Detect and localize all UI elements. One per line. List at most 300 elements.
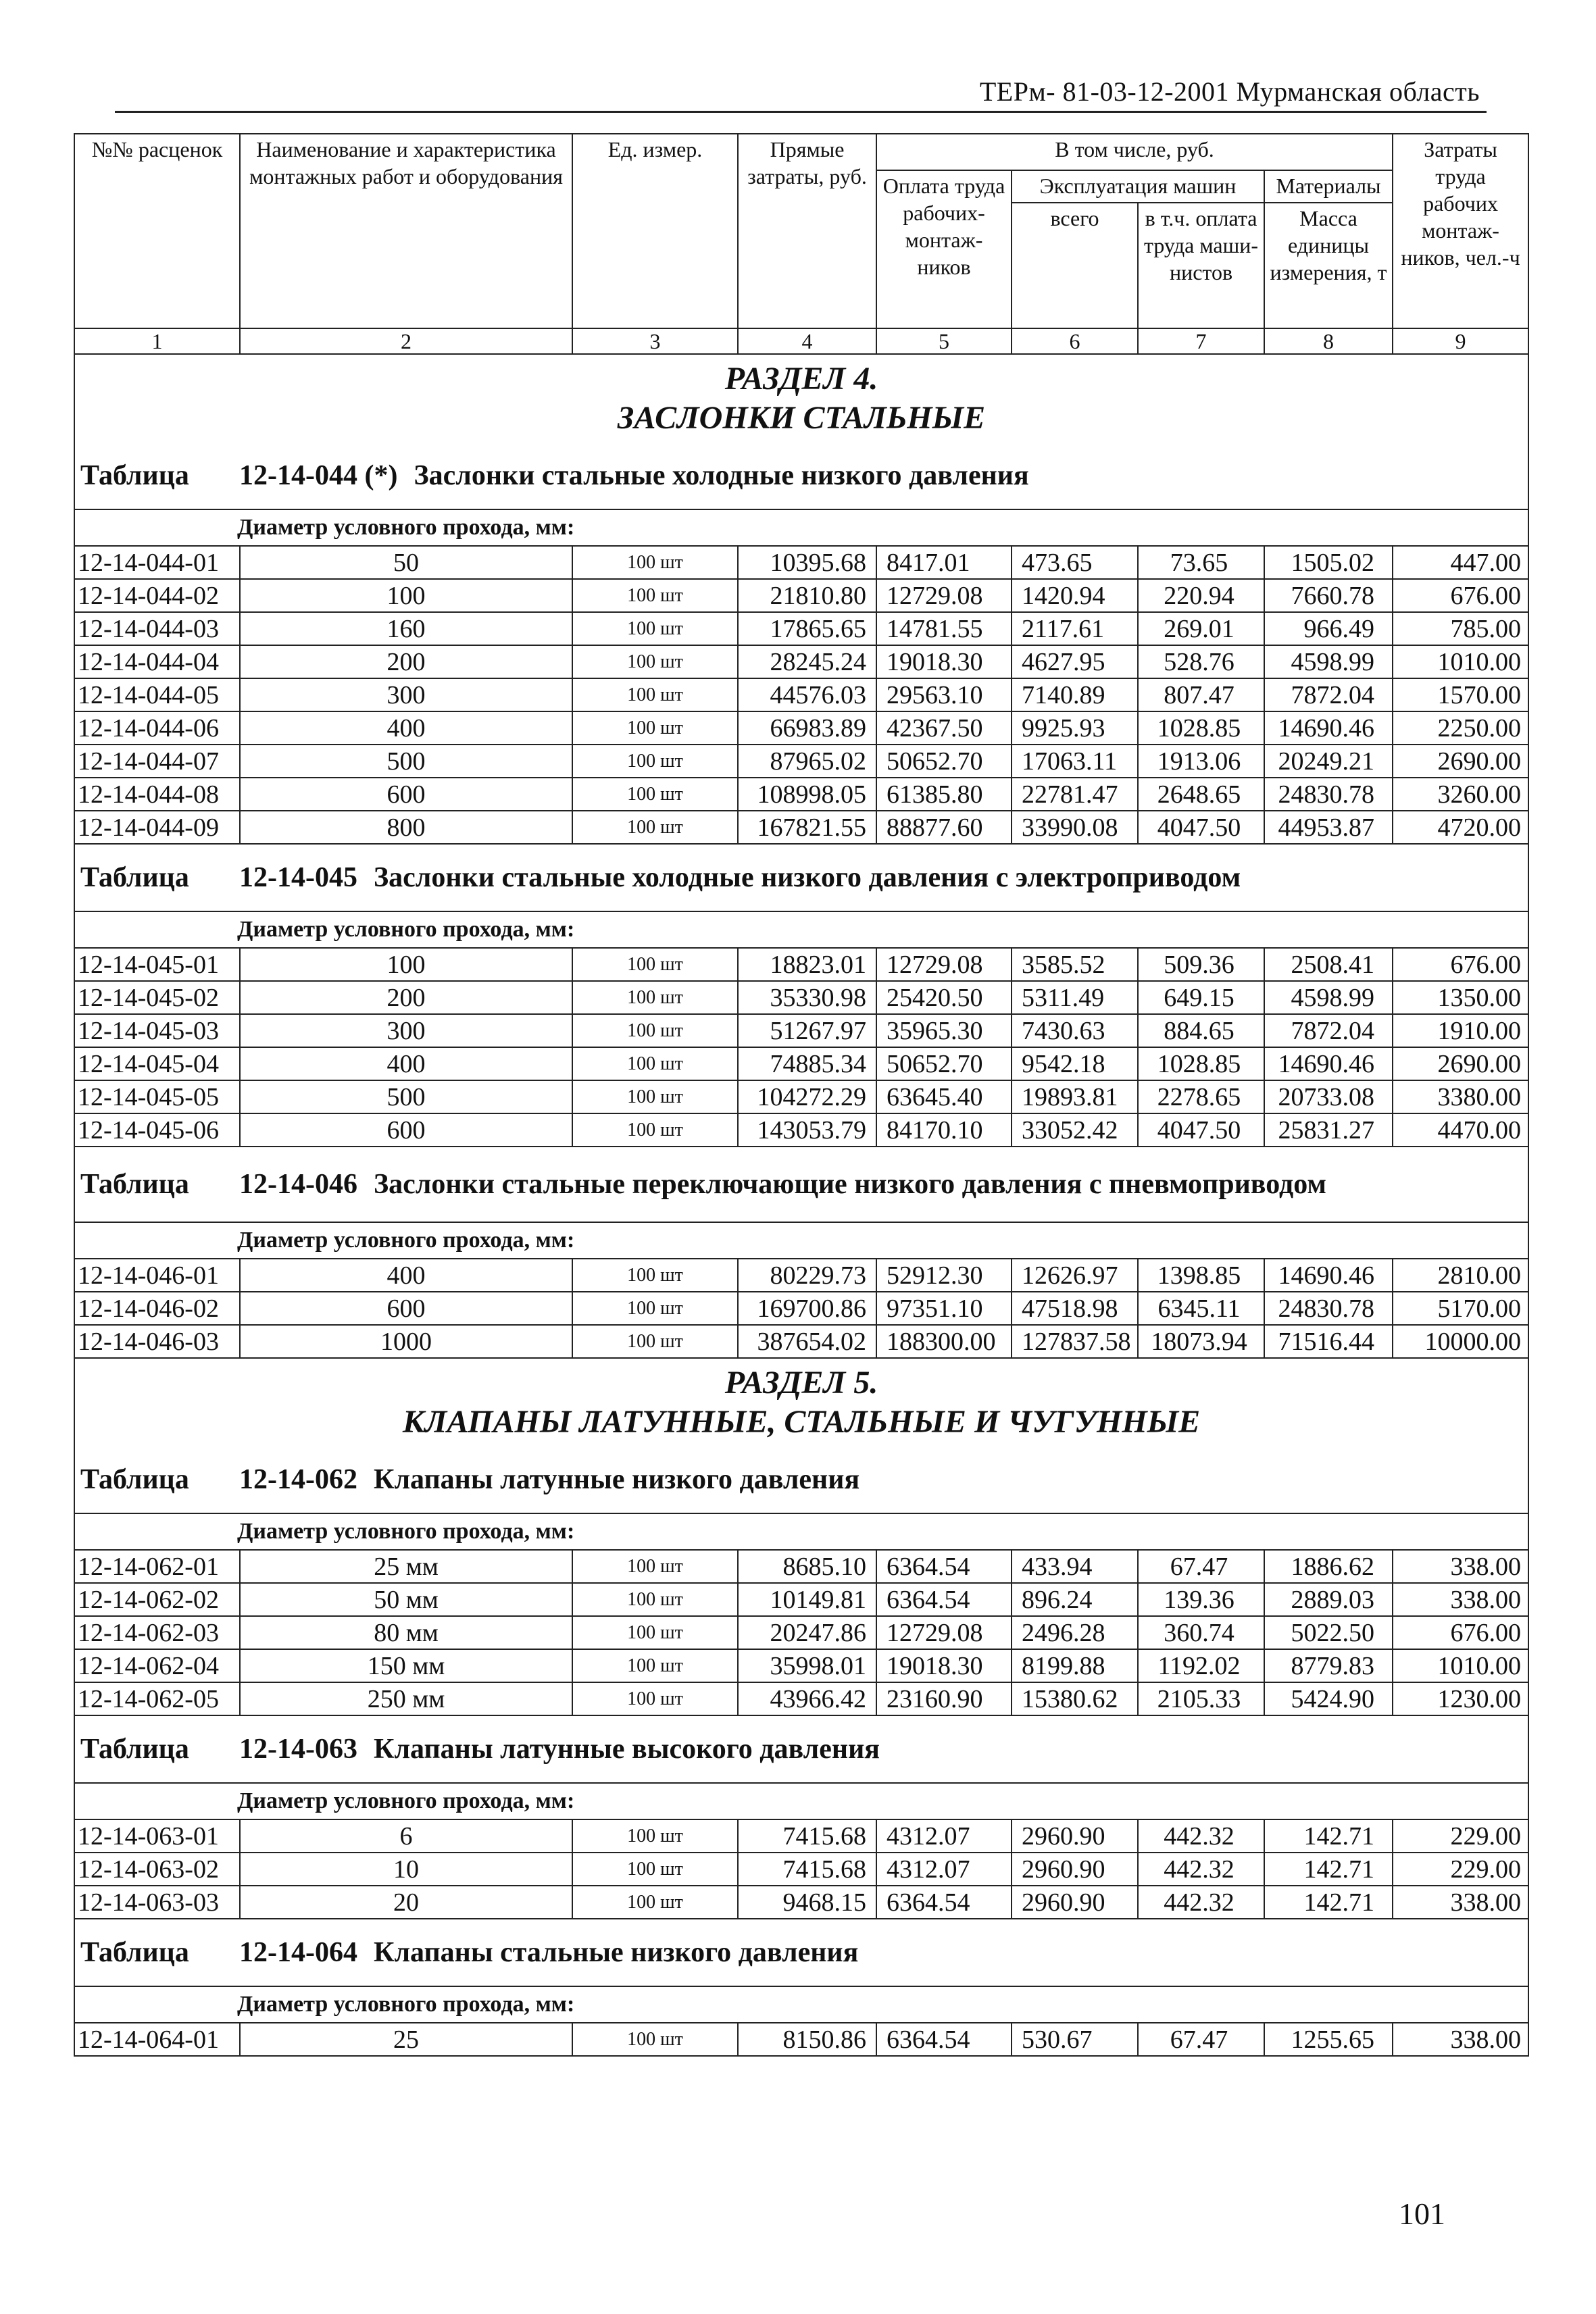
direct-costs-cell: 35998.01 [738, 1649, 876, 1682]
worker-wages-cell: 6364.54 [876, 1550, 1012, 1583]
work-name-cell: 20 [240, 1886, 572, 1919]
unit-cell: 100 шт [572, 711, 738, 745]
rate-code-cell: 12-14-045-04 [74, 1047, 240, 1080]
labor-hours-cell: 338.00 [1393, 1550, 1528, 1583]
col-header-unit: Ед. измер. [572, 134, 738, 328]
rate-code-cell: 12-14-044-04 [74, 645, 240, 678]
machine-costs-cell: 3585.52 [1012, 948, 1138, 981]
worker-wages-cell: 6364.54 [876, 1886, 1012, 1919]
worker-wages-cell: 50652.70 [876, 745, 1012, 778]
table-row [74, 612, 1528, 645]
machinist-wages-cell: 1398.85 [1138, 1259, 1264, 1292]
table-word: Таблица [80, 1169, 189, 1200]
machinist-wages-cell: 2278.65 [1138, 1080, 1264, 1113]
labor-hours-cell: 5170.00 [1393, 1292, 1528, 1325]
machinist-wages-cell: 67.47 [1138, 1550, 1264, 1583]
unit-mass-cell: 44953.87 [1264, 811, 1393, 844]
table-row [74, 1682, 1528, 1715]
table-body [74, 134, 1528, 2056]
unit-mass-cell: 1255.65 [1264, 2023, 1393, 2056]
col-header-code: №№ расценок [74, 134, 240, 328]
col-header-name: Наименование и характеристика монтажных работ и оборудования [240, 134, 572, 328]
worker-wages-cell: 42367.50 [876, 711, 1012, 745]
table-code: 12-14-045 [239, 862, 357, 893]
work-name-cell: 50 [240, 546, 572, 579]
machinist-wages-cell: 67.47 [1138, 2023, 1264, 2056]
labor-hours-cell: 1010.00 [1393, 1649, 1528, 1682]
unit-mass-cell: 20733.08 [1264, 1080, 1393, 1113]
diameter-label: Диаметр условного прохода, мм: [74, 509, 1528, 546]
table-row [74, 1649, 1528, 1682]
direct-costs-cell: 20247.86 [738, 1616, 876, 1649]
table-row [74, 1886, 1528, 1919]
work-name-cell: 80 мм [240, 1616, 572, 1649]
machinist-wages-cell: 220.94 [1138, 579, 1264, 612]
table-word: Таблица [80, 862, 189, 893]
worker-wages-cell: 35965.30 [876, 1014, 1012, 1047]
work-name-cell: 25 [240, 2023, 572, 2056]
unit-cell: 100 шт [572, 678, 738, 711]
unit-cell: 100 шт [572, 1113, 738, 1147]
unit-cell: 100 шт [572, 1616, 738, 1649]
labor-hours-cell: 338.00 [1393, 1886, 1528, 1919]
rate-code-cell: 12-14-063-02 [74, 1853, 240, 1886]
direct-costs-cell: 10149.81 [738, 1583, 876, 1616]
rate-code-cell: 12-14-045-05 [74, 1080, 240, 1113]
table-row [74, 1014, 1528, 1047]
labor-hours-cell: 4720.00 [1393, 811, 1528, 844]
direct-costs-cell: 104272.29 [738, 1080, 876, 1113]
machinist-wages-cell: 360.74 [1138, 1616, 1264, 1649]
col-header-unit-mass: Масса единицы измерения, т [1264, 203, 1393, 328]
worker-wages-cell: 12729.08 [876, 1616, 1012, 1649]
work-name-cell: 600 [240, 778, 572, 811]
section-number: РАЗДЕЛ 4. [724, 361, 878, 397]
section-heading [74, 1358, 1528, 1447]
machine-costs-cell: 4627.95 [1012, 645, 1138, 678]
work-name-cell: 150 мм [240, 1649, 572, 1682]
column-number: 4 [738, 328, 876, 354]
machine-costs-cell: 896.24 [1012, 1583, 1138, 1616]
diameter-label-row [74, 1222, 1528, 1259]
machinist-wages-cell: 807.47 [1138, 678, 1264, 711]
machinist-wages-cell: 509.36 [1138, 948, 1264, 981]
table-title [74, 1147, 1528, 1222]
unit-mass-cell: 2508.41 [1264, 948, 1393, 981]
machine-costs-cell: 17063.11 [1012, 745, 1138, 778]
unit-mass-cell: 25831.27 [1264, 1113, 1393, 1147]
table-row [74, 711, 1528, 745]
machine-costs-cell: 2960.90 [1012, 1819, 1138, 1853]
unit-cell: 100 шт [572, 1886, 738, 1919]
unit-cell: 100 шт [572, 1047, 738, 1080]
unit-cell: 100 шт [572, 1014, 738, 1047]
worker-wages-cell: 88877.60 [876, 811, 1012, 844]
machine-costs-cell: 33990.08 [1012, 811, 1138, 844]
worker-wages-cell: 25420.50 [876, 981, 1012, 1014]
table-name: Заслонки стальные переключающие низкого давления с пневмоприводом [373, 1169, 1327, 1200]
table-title-row [74, 1919, 1528, 1986]
machinist-wages-cell: 18073.94 [1138, 1325, 1264, 1358]
labor-hours-cell: 676.00 [1393, 948, 1528, 981]
machine-costs-cell: 7140.89 [1012, 678, 1138, 711]
rate-code-cell: 12-14-044-03 [74, 612, 240, 645]
labor-hours-cell: 676.00 [1393, 579, 1528, 612]
direct-costs-cell: 43966.42 [738, 1682, 876, 1715]
page-number: 101 [1399, 2196, 1445, 2231]
work-name-cell: 800 [240, 811, 572, 844]
table-row [74, 1047, 1528, 1080]
rate-code-cell: 12-14-044-01 [74, 546, 240, 579]
table-row [74, 1113, 1528, 1147]
labor-hours-cell: 2810.00 [1393, 1259, 1528, 1292]
direct-costs-cell: 80229.73 [738, 1259, 876, 1292]
work-name-cell: 1000 [240, 1325, 572, 1358]
unit-mass-cell: 4598.99 [1264, 645, 1393, 678]
labor-hours-cell: 676.00 [1393, 1616, 1528, 1649]
column-number: 5 [876, 328, 1012, 354]
table-row [74, 778, 1528, 811]
machinist-wages-cell: 6345.11 [1138, 1292, 1264, 1325]
column-number: 9 [1393, 328, 1528, 354]
unit-cell: 100 шт [572, 1583, 738, 1616]
labor-hours-cell: 10000.00 [1393, 1325, 1528, 1358]
direct-costs-cell: 66983.89 [738, 711, 876, 745]
table-row [74, 1853, 1528, 1886]
unit-cell: 100 шт [572, 811, 738, 844]
labor-hours-cell: 4470.00 [1393, 1113, 1528, 1147]
table-title [74, 1919, 1528, 1986]
work-name-cell: 400 [240, 1259, 572, 1292]
unit-mass-cell: 1886.62 [1264, 1550, 1393, 1583]
unit-cell: 100 шт [572, 778, 738, 811]
worker-wages-cell: 19018.30 [876, 1649, 1012, 1682]
table-title-row [74, 1447, 1528, 1513]
unit-cell: 100 шт [572, 1080, 738, 1113]
table-word: Таблица [80, 1464, 189, 1495]
unit-mass-cell: 5424.90 [1264, 1682, 1393, 1715]
direct-costs-cell: 7415.68 [738, 1819, 876, 1853]
section-title: ЗАСЛОНКИ СТАЛЬНЫЕ [617, 400, 986, 436]
work-name-cell: 400 [240, 1047, 572, 1080]
worker-wages-cell: 50652.70 [876, 1047, 1012, 1080]
direct-costs-cell: 143053.79 [738, 1113, 876, 1147]
table-name: Заслонки стальные холодные низкого давления с электроприводом [373, 862, 1241, 893]
machinist-wages-cell: 2105.33 [1138, 1682, 1264, 1715]
machinist-wages-cell: 1913.06 [1138, 745, 1264, 778]
rate-code-cell: 12-14-046-03 [74, 1325, 240, 1358]
unit-cell: 100 шт [572, 546, 738, 579]
machine-costs-cell: 9542.18 [1012, 1047, 1138, 1080]
table-code: 12-14-044 (*) [239, 460, 398, 491]
table-row [74, 948, 1528, 981]
table-row [74, 1259, 1528, 1292]
worker-wages-cell: 29563.10 [876, 678, 1012, 711]
table-name: Клапаны латунные низкого давления [373, 1464, 860, 1495]
work-name-cell: 500 [240, 1080, 572, 1113]
machinist-wages-cell: 649.15 [1138, 981, 1264, 1014]
work-name-cell: 200 [240, 981, 572, 1014]
table-row [74, 1583, 1528, 1616]
table-word: Таблица [80, 1937, 189, 1968]
table-title-row [74, 844, 1528, 911]
direct-costs-cell: 108998.05 [738, 778, 876, 811]
unit-mass-cell: 4598.99 [1264, 981, 1393, 1014]
labor-hours-cell: 229.00 [1393, 1819, 1528, 1853]
unit-cell: 100 шт [572, 645, 738, 678]
rate-code-cell: 12-14-045-03 [74, 1014, 240, 1047]
work-name-cell: 250 мм [240, 1682, 572, 1715]
rate-code-cell: 12-14-064-01 [74, 2023, 240, 2056]
rate-code-cell: 12-14-063-03 [74, 1886, 240, 1919]
worker-wages-cell: 23160.90 [876, 1682, 1012, 1715]
unit-mass-cell: 14690.46 [1264, 711, 1393, 745]
unit-cell: 100 шт [572, 1550, 738, 1583]
work-name-cell: 100 [240, 579, 572, 612]
unit-cell: 100 шт [572, 1649, 738, 1682]
unit-mass-cell: 24830.78 [1264, 1292, 1393, 1325]
rate-code-cell: 12-14-045-02 [74, 981, 240, 1014]
direct-costs-cell: 51267.97 [738, 1014, 876, 1047]
machinist-wages-cell: 269.01 [1138, 612, 1264, 645]
diameter-label-row [74, 509, 1528, 546]
table-word: Таблица [80, 460, 189, 491]
machinist-wages-cell: 73.65 [1138, 546, 1264, 579]
direct-costs-cell: 18823.01 [738, 948, 876, 981]
work-name-cell: 600 [240, 1292, 572, 1325]
rate-code-cell: 12-14-063-01 [74, 1819, 240, 1853]
table-row [74, 1292, 1528, 1325]
table-row [74, 981, 1528, 1014]
machinist-wages-cell: 4047.50 [1138, 1113, 1264, 1147]
document-header [115, 70, 1487, 113]
unit-cell: 100 шт [572, 1682, 738, 1715]
unit-mass-cell: 142.71 [1264, 1819, 1393, 1853]
worker-wages-cell: 6364.54 [876, 1583, 1012, 1616]
unit-mass-cell: 7872.04 [1264, 1014, 1393, 1047]
machine-costs-cell: 15380.62 [1012, 1682, 1138, 1715]
direct-costs-cell: 167821.55 [738, 811, 876, 844]
section-heading-row [74, 354, 1528, 443]
diameter-label-row [74, 1513, 1528, 1550]
worker-wages-cell: 12729.08 [876, 579, 1012, 612]
work-name-cell: 200 [240, 645, 572, 678]
labor-hours-cell: 3380.00 [1393, 1080, 1528, 1113]
machinist-wages-cell: 884.65 [1138, 1014, 1264, 1047]
diameter-label: Диаметр условного прохода, мм: [74, 1783, 1528, 1819]
unit-cell: 100 шт [572, 2023, 738, 2056]
unit-cell: 100 шт [572, 1325, 738, 1358]
table-word: Таблица [80, 1734, 189, 1765]
machine-costs-cell: 2496.28 [1012, 1616, 1138, 1649]
worker-wages-cell: 61385.80 [876, 778, 1012, 811]
table-code: 12-14-046 [239, 1169, 357, 1200]
machine-costs-cell: 47518.98 [1012, 1292, 1138, 1325]
unit-mass-cell: 1505.02 [1264, 546, 1393, 579]
worker-wages-cell: 63645.40 [876, 1080, 1012, 1113]
table-code: 12-14-062 [239, 1464, 357, 1495]
section-heading [74, 354, 1528, 443]
price-table [74, 133, 1529, 2057]
rate-code-cell: 12-14-046-01 [74, 1259, 240, 1292]
unit-cell: 100 шт [572, 1819, 738, 1853]
worker-wages-cell: 4312.07 [876, 1819, 1012, 1853]
labor-hours-cell: 1910.00 [1393, 1014, 1528, 1047]
direct-costs-cell: 169700.86 [738, 1292, 876, 1325]
labor-hours-cell: 2250.00 [1393, 711, 1528, 745]
col-header-machines: Эксплуатация машин [1012, 170, 1264, 203]
machinist-wages-cell: 2648.65 [1138, 778, 1264, 811]
table-name: Клапаны латунные высокого давления [373, 1734, 880, 1765]
machinist-wages-cell: 442.32 [1138, 1853, 1264, 1886]
work-name-cell: 300 [240, 678, 572, 711]
machine-costs-cell: 2960.90 [1012, 1853, 1138, 1886]
work-name-cell: 500 [240, 745, 572, 778]
machine-costs-cell: 5311.49 [1012, 981, 1138, 1014]
table-row [74, 1819, 1528, 1853]
table-row [74, 2023, 1528, 2056]
table-title-row [74, 443, 1528, 509]
table-title [74, 1447, 1528, 1513]
direct-costs-cell: 7415.68 [738, 1853, 876, 1886]
machine-costs-cell: 19893.81 [1012, 1080, 1138, 1113]
labor-hours-cell: 338.00 [1393, 1583, 1528, 1616]
unit-mass-cell: 8779.83 [1264, 1649, 1393, 1682]
header-row [74, 134, 1528, 170]
table-title [74, 844, 1528, 911]
column-number: 7 [1138, 328, 1264, 354]
direct-costs-cell: 35330.98 [738, 981, 876, 1014]
machine-costs-cell: 530.67 [1012, 2023, 1138, 2056]
rate-code-cell: 12-14-044-06 [74, 711, 240, 745]
unit-mass-cell: 24830.78 [1264, 778, 1393, 811]
unit-cell: 100 шт [572, 1853, 738, 1886]
labor-hours-cell: 1230.00 [1393, 1682, 1528, 1715]
unit-cell: 100 шт [572, 1292, 738, 1325]
worker-wages-cell: 97351.10 [876, 1292, 1012, 1325]
diameter-label-row [74, 1783, 1528, 1819]
worker-wages-cell: 14781.55 [876, 612, 1012, 645]
direct-costs-cell: 28245.24 [738, 645, 876, 678]
col-header-machinist-wages: в т.ч. оплата труда маши-нистов [1138, 203, 1264, 328]
work-name-cell: 25 мм [240, 1550, 572, 1583]
rate-code-cell: 12-14-062-03 [74, 1616, 240, 1649]
machine-costs-cell: 127837.58 [1012, 1325, 1138, 1358]
work-name-cell: 50 мм [240, 1583, 572, 1616]
rate-code-cell: 12-14-062-02 [74, 1583, 240, 1616]
labor-hours-cell: 1010.00 [1393, 645, 1528, 678]
unit-cell: 100 шт [572, 981, 738, 1014]
direct-costs-cell: 387654.02 [738, 1325, 876, 1358]
section-heading-row [74, 1358, 1528, 1447]
machinist-wages-cell: 1028.85 [1138, 711, 1264, 745]
unit-cell: 100 шт [572, 579, 738, 612]
machine-costs-cell: 7430.63 [1012, 1014, 1138, 1047]
worker-wages-cell: 4312.07 [876, 1853, 1012, 1886]
machine-costs-cell: 2960.90 [1012, 1886, 1138, 1919]
diameter-label-row [74, 1986, 1528, 2023]
table-title-row [74, 1715, 1528, 1783]
col-header-direct-costs: Прямые затраты, руб. [738, 134, 876, 328]
machine-costs-cell: 8199.88 [1012, 1649, 1138, 1682]
rate-code-cell: 12-14-044-08 [74, 778, 240, 811]
table-row [74, 645, 1528, 678]
machine-costs-cell: 473.65 [1012, 546, 1138, 579]
unit-cell: 100 шт [572, 745, 738, 778]
rate-code-cell: 12-14-044-09 [74, 811, 240, 844]
work-name-cell: 400 [240, 711, 572, 745]
table-name: Клапаны стальные низкого давления [373, 1937, 859, 1968]
rate-code-cell: 12-14-045-06 [74, 1113, 240, 1147]
machinist-wages-cell: 1028.85 [1138, 1047, 1264, 1080]
labor-hours-cell: 1350.00 [1393, 981, 1528, 1014]
work-name-cell: 300 [240, 1014, 572, 1047]
machinist-wages-cell: 442.32 [1138, 1819, 1264, 1853]
document-title: ТЕРм- 81-03-12-2001 Мурманская область [979, 76, 1480, 107]
unit-cell: 100 шт [572, 948, 738, 981]
machine-costs-cell: 2117.61 [1012, 612, 1138, 645]
machinist-wages-cell: 442.32 [1138, 1886, 1264, 1919]
labor-hours-cell: 785.00 [1393, 612, 1528, 645]
table-title [74, 443, 1528, 509]
labor-hours-cell: 2690.00 [1393, 1047, 1528, 1080]
table-row [74, 745, 1528, 778]
unit-mass-cell: 71516.44 [1264, 1325, 1393, 1358]
table-name: Заслонки стальные холодные низкого давления [414, 460, 1029, 491]
work-name-cell: 100 [240, 948, 572, 981]
table-row [74, 1550, 1528, 1583]
rate-code-cell: 12-14-062-04 [74, 1649, 240, 1682]
diameter-label: Диаметр условного прохода, мм: [74, 1513, 1528, 1550]
labor-hours-cell: 447.00 [1393, 546, 1528, 579]
diameter-label-row [74, 911, 1528, 948]
rate-code-cell: 12-14-044-05 [74, 678, 240, 711]
work-name-cell: 160 [240, 612, 572, 645]
worker-wages-cell: 19018.30 [876, 645, 1012, 678]
table-row [74, 1325, 1528, 1358]
unit-mass-cell: 7872.04 [1264, 678, 1393, 711]
rate-code-cell: 12-14-062-05 [74, 1682, 240, 1715]
column-number: 1 [74, 328, 240, 354]
unit-cell: 100 шт [572, 612, 738, 645]
rate-code-cell: 12-14-044-02 [74, 579, 240, 612]
unit-mass-cell: 966.49 [1264, 612, 1393, 645]
direct-costs-cell: 21810.80 [738, 579, 876, 612]
unit-mass-cell: 7660.78 [1264, 579, 1393, 612]
table-row [74, 546, 1528, 579]
unit-mass-cell: 142.71 [1264, 1853, 1393, 1886]
machine-costs-cell: 22781.47 [1012, 778, 1138, 811]
labor-hours-cell: 2690.00 [1393, 745, 1528, 778]
direct-costs-cell: 9468.15 [738, 1886, 876, 1919]
unit-mass-cell: 2889.03 [1264, 1583, 1393, 1616]
machine-costs-cell: 12626.97 [1012, 1259, 1138, 1292]
table-row [74, 1080, 1528, 1113]
rate-code-cell: 12-14-046-02 [74, 1292, 240, 1325]
column-number: 2 [240, 328, 572, 354]
labor-hours-cell: 338.00 [1393, 2023, 1528, 2056]
direct-costs-cell: 17865.65 [738, 612, 876, 645]
machinist-wages-cell: 139.36 [1138, 1583, 1264, 1616]
unit-mass-cell: 14690.46 [1264, 1047, 1393, 1080]
direct-costs-cell: 10395.68 [738, 546, 876, 579]
labor-hours-cell: 3260.00 [1393, 778, 1528, 811]
table-title [74, 1715, 1528, 1783]
table-code: 12-14-063 [239, 1734, 357, 1765]
column-number: 8 [1264, 328, 1393, 354]
diameter-label: Диаметр условного прохода, мм: [74, 1986, 1528, 2023]
unit-mass-cell: 5022.50 [1264, 1616, 1393, 1649]
